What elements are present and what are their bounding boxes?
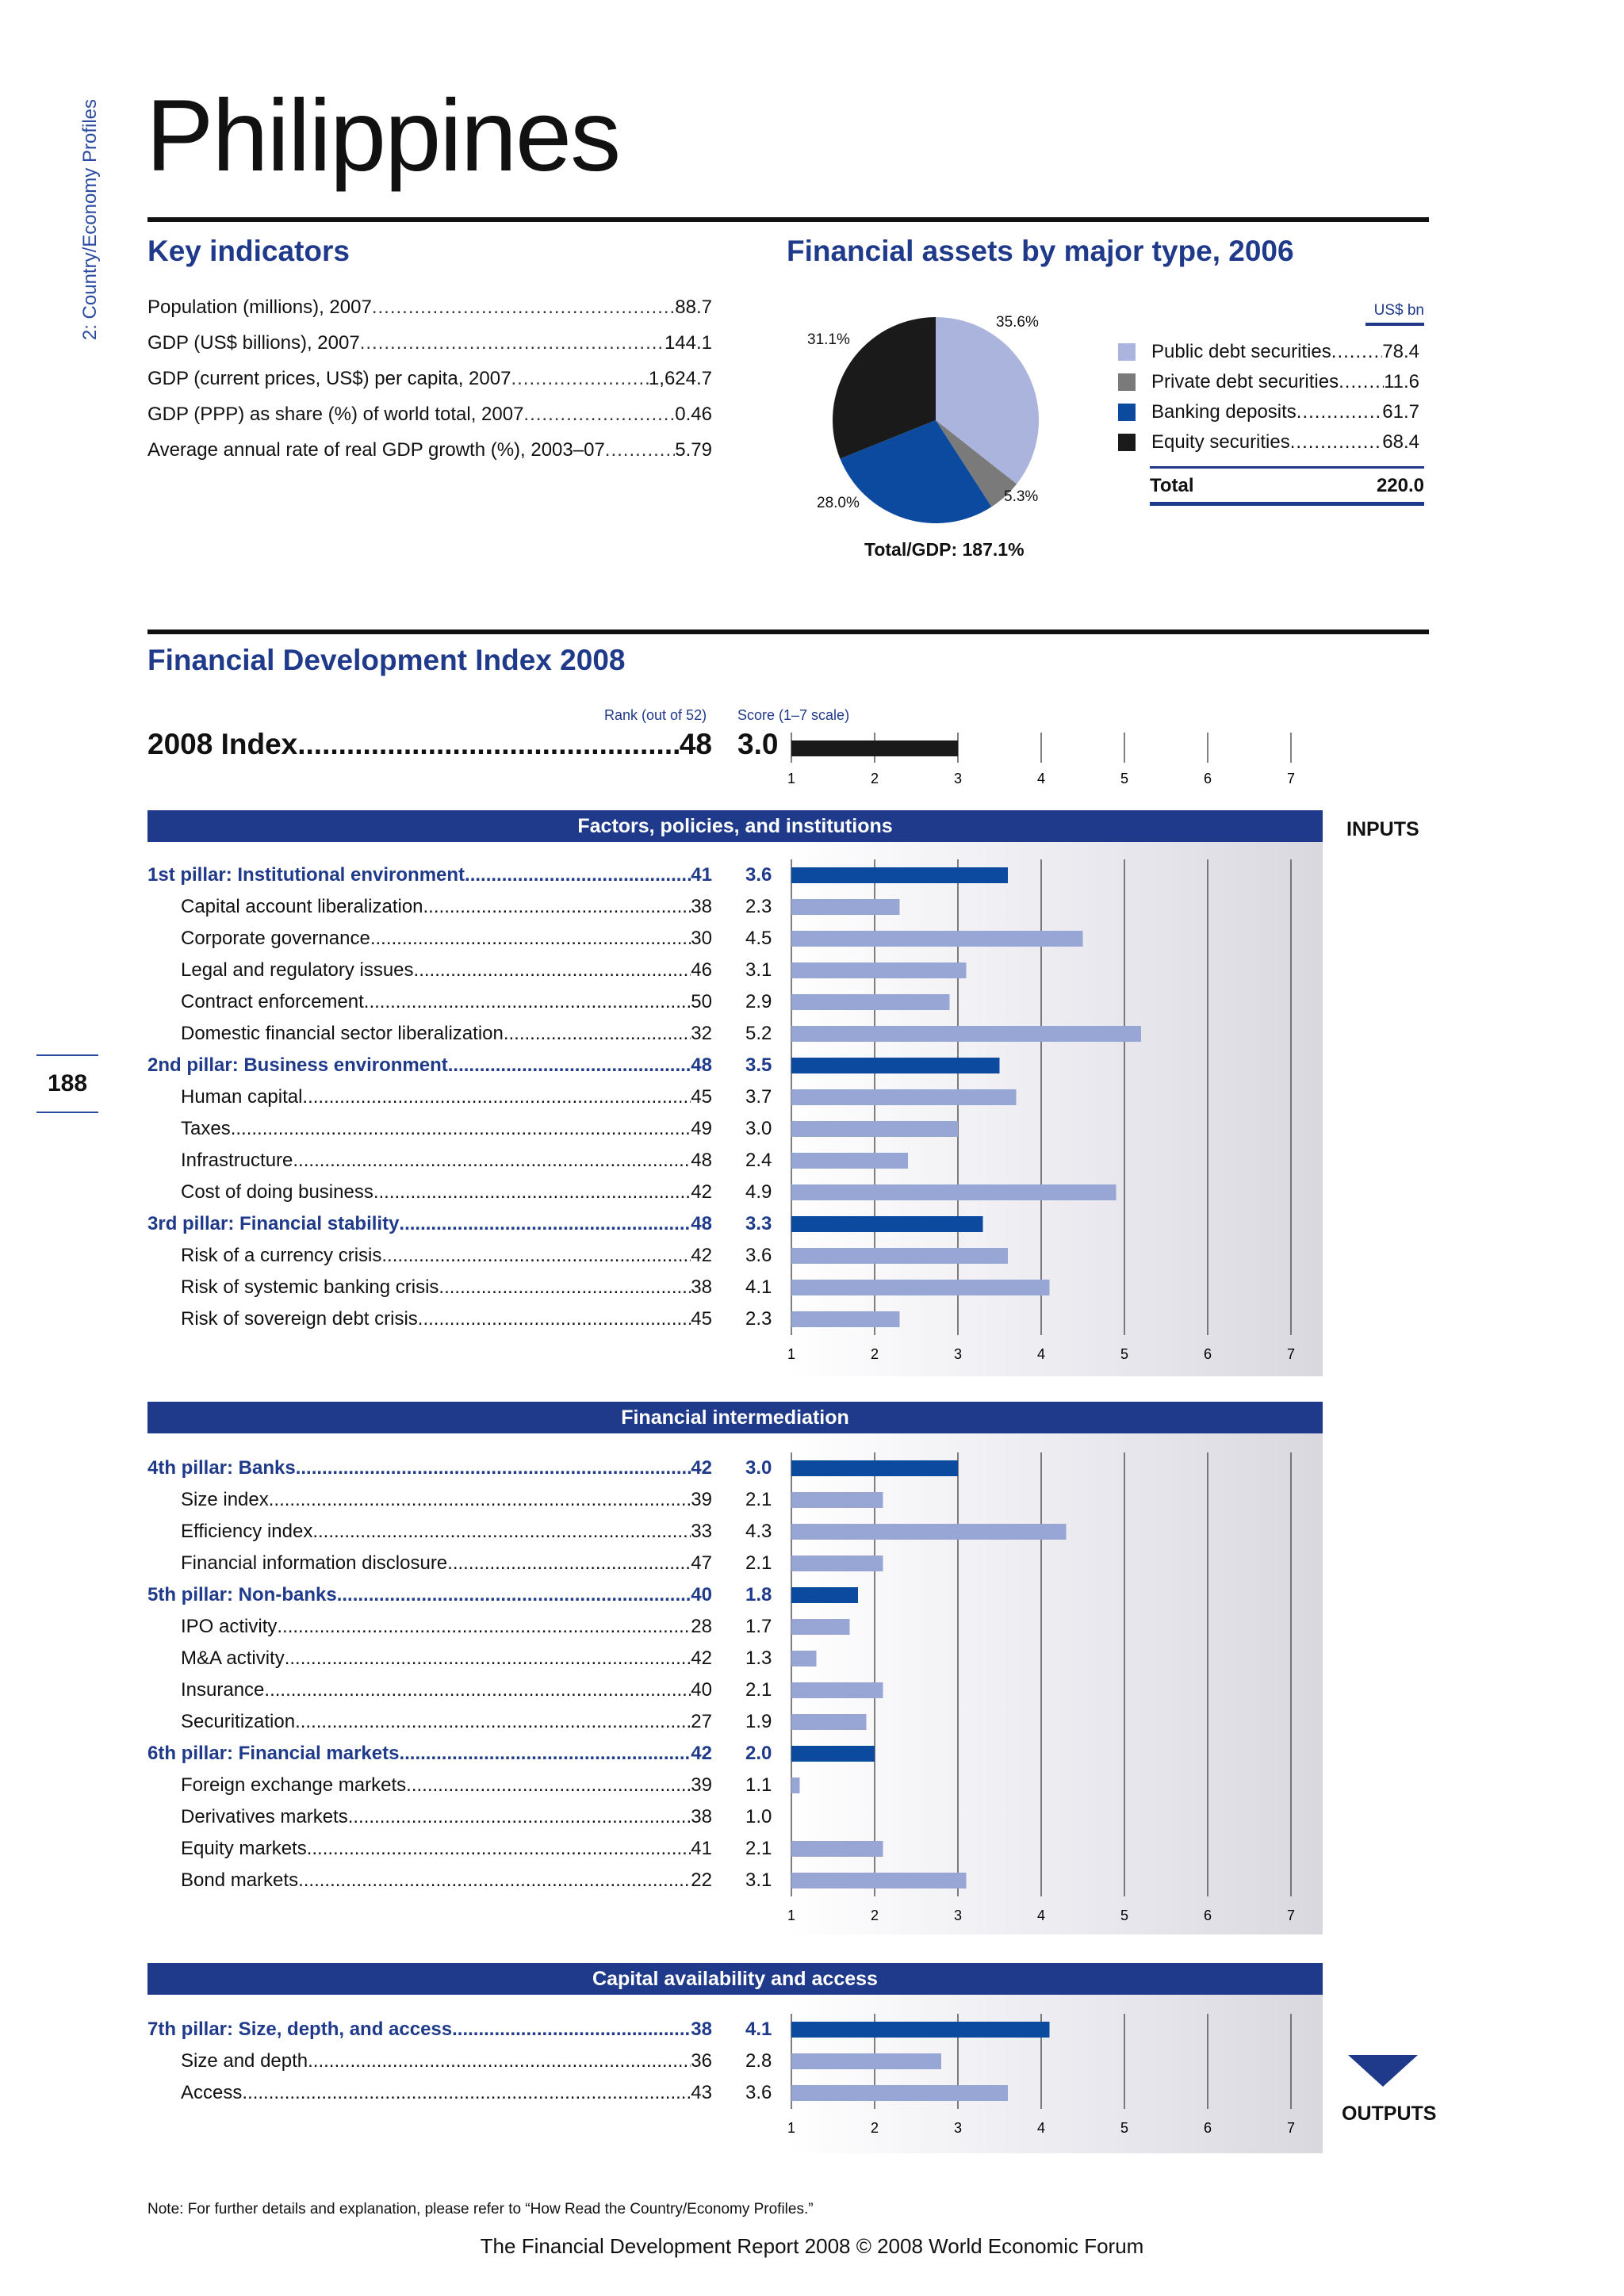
row-rank: 43 bbox=[691, 2082, 712, 2103]
leader-dots bbox=[277, 1616, 691, 1638]
sub-indicator-row bbox=[147, 2045, 712, 2077]
key-indicator-row bbox=[147, 439, 712, 461]
row-rank: 38 bbox=[691, 2019, 712, 2040]
sub-indicator-bar bbox=[791, 1184, 1116, 1200]
outputs-label: OUTPUTS bbox=[1342, 2103, 1437, 2125]
sub-indicator-row bbox=[147, 1706, 712, 1738]
index-score: 3.0 bbox=[737, 728, 779, 760]
index-bar bbox=[791, 740, 958, 756]
leader-dots bbox=[448, 1054, 691, 1077]
pie-label-equity: 31.1% bbox=[807, 331, 850, 348]
sub-indicator-row bbox=[147, 1611, 712, 1643]
row-score: 3.6 bbox=[745, 2082, 772, 2103]
pillar-row bbox=[147, 1579, 712, 1611]
key-indicator-label: Average annual rate of real GDP growth (%), 2003–07 bbox=[147, 439, 605, 461]
axis-tick-label: 7 bbox=[1286, 2120, 1296, 2136]
row-score: 3.1 bbox=[745, 959, 772, 981]
sub-indicator-bar bbox=[791, 1280, 1050, 1295]
leader-dots bbox=[1331, 341, 1383, 363]
row-rank: 45 bbox=[691, 1086, 712, 1108]
row-label: 1st pillar: Institutional environment bbox=[147, 864, 465, 886]
leader-dots bbox=[511, 368, 648, 390]
row-label: Risk of a currency crisis bbox=[181, 1245, 382, 1266]
sub-indicator-row bbox=[147, 1801, 712, 1833]
axis-tick-label: 2 bbox=[870, 771, 879, 786]
sub-indicator-row bbox=[147, 1484, 712, 1516]
legend-value: 61.7 bbox=[1382, 401, 1419, 423]
row-rank: 42 bbox=[691, 1457, 712, 1479]
sub-indicator-bar bbox=[791, 962, 967, 978]
index-rank: 48 bbox=[679, 728, 712, 760]
row-score: 1.3 bbox=[745, 1647, 772, 1669]
sub-indicator-bar bbox=[791, 1714, 867, 1730]
page-number: 188 bbox=[36, 1054, 98, 1113]
axis-tick-label: 3 bbox=[953, 1908, 963, 1923]
sub-indicator-row bbox=[147, 1770, 712, 1801]
legend-value: 78.4 bbox=[1382, 341, 1419, 362]
sub-indicator-row bbox=[147, 923, 712, 955]
row-score: 2.1 bbox=[745, 1552, 772, 1574]
key-indicator-value: 5.79 bbox=[675, 439, 712, 461]
row-score: 1.8 bbox=[745, 1584, 772, 1605]
axis-tick-label: 3 bbox=[953, 1346, 963, 1362]
axis-tick-label: 1 bbox=[787, 1346, 796, 1362]
axis-tick-label: 1 bbox=[787, 1908, 796, 1923]
note: Note: For further details and explanation, please refer to “How Read the Country/Economy Profiles.” bbox=[147, 2201, 814, 2218]
row-rank: 32 bbox=[691, 1023, 712, 1044]
row-rank: 30 bbox=[691, 928, 712, 949]
section-bar-chart bbox=[761, 1452, 1316, 1934]
leader-dots bbox=[399, 1213, 691, 1235]
row-label: 2nd pillar: Business environment bbox=[147, 1054, 448, 1076]
row-score: 3.0 bbox=[745, 1118, 772, 1139]
leader-dots bbox=[1290, 431, 1383, 453]
row-rank: 42 bbox=[691, 1743, 712, 1764]
assets-total-row bbox=[1150, 466, 1424, 506]
leader-dots bbox=[381, 1245, 691, 1267]
row-rank: 50 bbox=[691, 991, 712, 1012]
sub-indicator-row bbox=[147, 1674, 712, 1706]
leader-dots bbox=[523, 404, 675, 426]
row-score: 4.9 bbox=[745, 1181, 772, 1203]
key-indicator-value: 88.7 bbox=[675, 297, 712, 318]
pie-label-banking-deposits: 28.0% bbox=[817, 495, 860, 511]
row-label: 4th pillar: Banks bbox=[147, 1457, 296, 1479]
key-indicator-value: 144.1 bbox=[664, 332, 712, 354]
legend-row bbox=[1118, 371, 1419, 393]
leader-dots bbox=[465, 864, 691, 886]
row-rank: 48 bbox=[691, 1150, 712, 1171]
legend-swatch bbox=[1118, 343, 1136, 361]
row-score: 2.3 bbox=[745, 896, 772, 917]
pillar-row bbox=[147, 859, 712, 891]
row-score: 2.1 bbox=[745, 1838, 772, 1859]
assets-total-value: 220.0 bbox=[1376, 475, 1424, 496]
fdi-rule bbox=[147, 629, 1429, 634]
row-label: Corporate governance bbox=[181, 928, 370, 949]
key-indicator-row bbox=[147, 368, 712, 390]
legend-value: 11.6 bbox=[1384, 371, 1419, 392]
leader-dots bbox=[337, 1584, 691, 1606]
axis-tick-label: 6 bbox=[1203, 1908, 1212, 1923]
row-score: 4.1 bbox=[745, 1276, 772, 1298]
row-score: 2.1 bbox=[745, 1489, 772, 1510]
row-label: Capital account liberalization bbox=[181, 896, 423, 917]
section-bar-chart bbox=[761, 859, 1316, 1373]
row-rank: 27 bbox=[691, 1711, 712, 1732]
row-rank: 48 bbox=[691, 1213, 712, 1234]
axis-tick-label: 2 bbox=[870, 1346, 879, 1362]
axis-tick-label: 6 bbox=[1203, 771, 1212, 786]
row-rank: 42 bbox=[691, 1647, 712, 1669]
legend-row bbox=[1118, 431, 1419, 453]
row-rank: 40 bbox=[691, 1584, 712, 1605]
row-score: 2.4 bbox=[745, 1150, 772, 1171]
row-label: Efficiency index bbox=[181, 1521, 313, 1542]
leader-dots bbox=[285, 1647, 691, 1670]
row-rank: 33 bbox=[691, 1521, 712, 1542]
pillar-bar bbox=[791, 2022, 1050, 2038]
unit-label: US$ bn bbox=[1365, 302, 1424, 326]
leader-dots bbox=[504, 1023, 691, 1045]
row-label: Equity markets bbox=[181, 1838, 307, 1859]
total-gdp-label: Total/GDP: 187.1% bbox=[864, 539, 1025, 560]
axis-tick-label: 7 bbox=[1286, 1346, 1296, 1362]
row-label: Risk of systemic banking crisis bbox=[181, 1276, 439, 1298]
axis-tick-label: 4 bbox=[1036, 1346, 1046, 1362]
sub-indicator-bar bbox=[791, 1248, 1008, 1264]
leader-dots bbox=[406, 1774, 691, 1797]
sub-indicator-row bbox=[147, 1177, 712, 1208]
sub-indicator-bar bbox=[791, 1311, 900, 1327]
row-label: IPO activity bbox=[181, 1616, 278, 1637]
leader-dots bbox=[302, 1086, 691, 1108]
leader-dots bbox=[312, 1521, 691, 1543]
sub-indicator-bar bbox=[791, 1841, 883, 1857]
leader-dots bbox=[231, 1118, 691, 1140]
leader-dots bbox=[418, 1308, 691, 1330]
sub-indicator-bar bbox=[791, 1524, 1067, 1540]
row-label: Insurance bbox=[181, 1679, 265, 1701]
row-label: Cost of doing business bbox=[181, 1181, 373, 1203]
leader-dots bbox=[360, 332, 665, 354]
row-label: Risk of sovereign debt crisis bbox=[181, 1308, 418, 1330]
sub-indicator-bar bbox=[791, 1026, 1141, 1042]
legend-label: Private debt securities bbox=[1151, 371, 1339, 392]
key-indicators-heading: Key indicators bbox=[147, 235, 350, 267]
rank-header: Rank (out of 52) bbox=[604, 707, 707, 723]
leader-dots bbox=[370, 928, 691, 950]
row-label: Access bbox=[181, 2082, 243, 2103]
row-score: 4.5 bbox=[745, 928, 772, 949]
pillar-bar bbox=[791, 1587, 858, 1603]
fdi-heading: Financial Development Index 2008 bbox=[147, 644, 626, 676]
pillar-bar bbox=[791, 1216, 983, 1232]
sub-indicator-row bbox=[147, 1516, 712, 1548]
row-label: Domestic financial sector liberalization bbox=[181, 1023, 504, 1044]
row-rank: 48 bbox=[691, 1054, 712, 1076]
row-score: 1.1 bbox=[745, 1774, 772, 1796]
row-score: 4.1 bbox=[745, 2019, 772, 2040]
index-label: 2008 Index bbox=[147, 728, 298, 760]
legend-label: Equity securities bbox=[1151, 431, 1290, 453]
sub-indicator-row bbox=[147, 1865, 712, 1896]
row-score: 4.3 bbox=[745, 1521, 772, 1542]
leader-dots bbox=[364, 991, 691, 1013]
leader-dots bbox=[605, 439, 675, 461]
sub-indicator-bar bbox=[791, 1682, 883, 1698]
axis-tick-label: 4 bbox=[1036, 1908, 1046, 1923]
sub-indicator-bar bbox=[791, 899, 900, 915]
row-label: Legal and regulatory issues bbox=[181, 959, 414, 981]
row-rank: 38 bbox=[691, 1276, 712, 1298]
legend-swatch bbox=[1118, 373, 1136, 391]
section-bar-chart bbox=[761, 2014, 1316, 2147]
row-score: 2.1 bbox=[745, 1679, 772, 1701]
leader-dots bbox=[307, 1838, 691, 1860]
pillar-row bbox=[147, 1050, 712, 1081]
leader-dots bbox=[414, 959, 691, 982]
row-rank: 49 bbox=[691, 1118, 712, 1139]
row-rank: 46 bbox=[691, 959, 712, 981]
row-score: 1.0 bbox=[745, 1806, 772, 1827]
row-label: M&A activity bbox=[181, 1647, 285, 1669]
sub-indicator-row bbox=[147, 1145, 712, 1177]
row-rank: 40 bbox=[691, 1679, 712, 1701]
leader-dots bbox=[452, 2019, 691, 2041]
sub-indicator-bar bbox=[791, 1651, 817, 1667]
legend-value: 68.4 bbox=[1382, 431, 1419, 453]
leader-dots bbox=[298, 1869, 691, 1892]
leader-dots bbox=[242, 2082, 691, 2104]
title-rule bbox=[147, 217, 1429, 222]
row-rank: 39 bbox=[691, 1774, 712, 1796]
row-score: 3.6 bbox=[745, 864, 772, 886]
row-label: 6th pillar: Financial markets bbox=[147, 1743, 400, 1764]
row-rank: 36 bbox=[691, 2050, 712, 2072]
key-indicator-label: GDP (PPP) as share (%) of world total, 2007 bbox=[147, 404, 524, 425]
row-rank: 47 bbox=[691, 1552, 712, 1574]
pie-label-private-debt: 5.3% bbox=[1004, 488, 1039, 505]
row-score: 2.0 bbox=[745, 1743, 772, 1764]
row-rank: 42 bbox=[691, 1181, 712, 1203]
key-indicator-value: 1,624.7 bbox=[648, 368, 712, 389]
sub-indicator-row bbox=[147, 1272, 712, 1303]
index-bar-chart bbox=[761, 729, 1316, 788]
index-leader-dots bbox=[297, 728, 680, 761]
axis-tick-label: 5 bbox=[1120, 771, 1129, 786]
sub-indicator-row bbox=[147, 1548, 712, 1579]
section-band: Financial intermediation bbox=[147, 1402, 1323, 1433]
page-title: Philippines bbox=[146, 79, 620, 193]
row-label: Securitization bbox=[181, 1711, 296, 1732]
axis-tick-label: 3 bbox=[953, 2120, 963, 2136]
sub-indicator-bar bbox=[791, 994, 950, 1010]
axis-tick-label: 7 bbox=[1286, 1908, 1296, 1923]
row-score: 3.3 bbox=[745, 1213, 772, 1234]
axis-tick-label: 6 bbox=[1203, 2120, 1212, 2136]
row-score: 3.5 bbox=[745, 1054, 772, 1076]
score-header: Score (1–7 scale) bbox=[737, 707, 850, 723]
row-rank: 45 bbox=[691, 1308, 712, 1330]
legend-row bbox=[1118, 401, 1419, 423]
row-label: Foreign exchange markets bbox=[181, 1774, 407, 1796]
leader-dots bbox=[372, 297, 675, 319]
row-label: Financial information disclosure bbox=[181, 1552, 448, 1574]
sub-indicator-row bbox=[147, 1113, 712, 1145]
key-indicator-label: GDP (current prices, US$) per capita, 2007 bbox=[147, 368, 511, 389]
row-score: 1.9 bbox=[745, 1711, 772, 1732]
key-indicator-row bbox=[147, 332, 712, 354]
leader-dots bbox=[373, 1181, 691, 1203]
row-score: 3.1 bbox=[745, 1869, 772, 1891]
pillar-bar bbox=[791, 1460, 958, 1476]
sub-indicator-row bbox=[147, 891, 712, 923]
sub-indicator-row bbox=[147, 1018, 712, 1050]
pillar-row bbox=[147, 1208, 712, 1240]
pillar-bar bbox=[791, 1746, 875, 1762]
row-label: Size and depth bbox=[181, 2050, 308, 2072]
legend-swatch bbox=[1118, 434, 1136, 451]
pillar-row bbox=[147, 1738, 712, 1770]
row-rank: 39 bbox=[691, 1489, 712, 1510]
leader-dots bbox=[399, 1743, 691, 1765]
sub-indicator-row bbox=[147, 1081, 712, 1113]
key-indicator-value: 0.46 bbox=[675, 404, 712, 425]
leader-dots bbox=[439, 1276, 691, 1299]
section-band: Capital availability and access bbox=[147, 1963, 1323, 1995]
row-rank: 28 bbox=[691, 1616, 712, 1637]
row-rank: 38 bbox=[691, 896, 712, 917]
pillar-bar bbox=[791, 1058, 1000, 1073]
leader-dots bbox=[447, 1552, 691, 1575]
section-label: 2: Country/Economy Profiles bbox=[79, 99, 101, 341]
assets-total-label: Total bbox=[1150, 475, 1194, 496]
sub-indicator-row bbox=[147, 1833, 712, 1865]
legend-swatch bbox=[1118, 404, 1136, 421]
axis-tick-label: 2 bbox=[870, 1908, 879, 1923]
row-label: 7th pillar: Size, depth, and access bbox=[147, 2019, 453, 2040]
row-rank: 41 bbox=[691, 1838, 712, 1859]
leader-dots bbox=[269, 1489, 691, 1511]
pillar-row bbox=[147, 2014, 712, 2045]
sub-indicator-row bbox=[147, 1240, 712, 1272]
axis-tick-label: 7 bbox=[1286, 771, 1296, 786]
row-score: 2.8 bbox=[745, 2050, 772, 2072]
inputs-label: INPUTS bbox=[1346, 818, 1419, 840]
row-label: 3rd pillar: Financial stability bbox=[147, 1213, 400, 1234]
key-indicator-row bbox=[147, 404, 712, 426]
key-indicator-label: GDP (US$ billions), 2007 bbox=[147, 332, 360, 354]
leader-dots bbox=[423, 896, 691, 918]
sub-indicator-row bbox=[147, 986, 712, 1018]
row-rank: 41 bbox=[691, 864, 712, 886]
row-rank: 38 bbox=[691, 1806, 712, 1827]
legend-label: Banking deposits bbox=[1151, 401, 1297, 423]
sub-indicator-bar bbox=[791, 2053, 941, 2069]
leader-dots bbox=[1297, 401, 1382, 423]
row-label: Human capital bbox=[181, 1086, 303, 1108]
leader-dots bbox=[308, 2050, 691, 2072]
legend-row bbox=[1118, 341, 1419, 363]
sub-indicator-row bbox=[147, 955, 712, 986]
leader-dots bbox=[264, 1679, 691, 1701]
sub-indicator-row bbox=[147, 1643, 712, 1674]
axis-tick-label: 5 bbox=[1120, 2120, 1129, 2136]
sub-indicator-row bbox=[147, 1303, 712, 1335]
axis-tick-label: 5 bbox=[1120, 1908, 1129, 1923]
row-label: Derivatives markets bbox=[181, 1806, 348, 1827]
row-label: Taxes bbox=[181, 1118, 231, 1139]
sub-indicator-bar bbox=[791, 1492, 883, 1508]
sub-indicator-bar bbox=[791, 1089, 1017, 1105]
leader-dots bbox=[1339, 371, 1384, 393]
row-score: 3.6 bbox=[745, 1245, 772, 1266]
axis-tick-label: 6 bbox=[1203, 1346, 1212, 1362]
row-label: Infrastructure bbox=[181, 1150, 293, 1171]
row-score: 2.9 bbox=[745, 991, 772, 1012]
axis-tick-label: 5 bbox=[1120, 1346, 1129, 1362]
outputs-arrow-icon bbox=[1348, 2055, 1418, 2087]
axis-tick-label: 1 bbox=[787, 771, 796, 786]
footer: The Financial Development Report 2008 © 2008 World Economic Forum bbox=[480, 2234, 1144, 2258]
pie-label-public-debt: 35.6% bbox=[996, 314, 1039, 331]
sub-indicator-bar bbox=[791, 1121, 958, 1137]
leader-dots bbox=[293, 1150, 691, 1172]
sub-indicator-bar bbox=[791, 1873, 967, 1888]
axis-tick-label: 4 bbox=[1036, 2120, 1046, 2136]
assets-heading: Financial assets by major type, 2006 bbox=[787, 235, 1294, 267]
row-score: 1.7 bbox=[745, 1616, 772, 1637]
legend-label: Public debt securities bbox=[1151, 341, 1331, 362]
row-score: 3.7 bbox=[745, 1086, 772, 1108]
row-score: 3.0 bbox=[745, 1457, 772, 1479]
row-rank: 22 bbox=[691, 1869, 712, 1891]
sub-indicator-bar bbox=[791, 1556, 883, 1571]
sub-indicator-bar bbox=[791, 2085, 1008, 2101]
section-band: Factors, policies, and institutions bbox=[147, 810, 1323, 842]
sub-indicator-bar bbox=[791, 1619, 850, 1635]
axis-tick-label: 4 bbox=[1036, 771, 1046, 786]
row-label: 5th pillar: Non-banks bbox=[147, 1584, 337, 1605]
axis-tick-label: 2 bbox=[870, 2120, 879, 2136]
leader-dots bbox=[348, 1806, 691, 1828]
leader-dots bbox=[295, 1711, 691, 1733]
row-label: Bond markets bbox=[181, 1869, 299, 1891]
row-score: 2.3 bbox=[745, 1308, 772, 1330]
pillar-bar bbox=[791, 867, 1008, 883]
axis-tick-label: 3 bbox=[953, 771, 963, 786]
sub-indicator-row bbox=[147, 2077, 712, 2109]
axis-tick-label: 1 bbox=[787, 2120, 796, 2136]
sub-indicator-bar bbox=[791, 931, 1083, 947]
index-row bbox=[147, 728, 712, 761]
row-rank: 42 bbox=[691, 1245, 712, 1266]
key-indicator-label: Population (millions), 2007 bbox=[147, 297, 372, 318]
row-label: Size index bbox=[181, 1489, 269, 1510]
leader-dots bbox=[296, 1457, 691, 1479]
sub-indicator-bar bbox=[791, 1153, 908, 1169]
row-label: Contract enforcement bbox=[181, 991, 364, 1012]
sub-indicator-bar bbox=[791, 1777, 800, 1793]
key-indicator-row bbox=[147, 297, 712, 319]
row-score: 5.2 bbox=[745, 1023, 772, 1044]
pillar-row bbox=[147, 1452, 712, 1484]
